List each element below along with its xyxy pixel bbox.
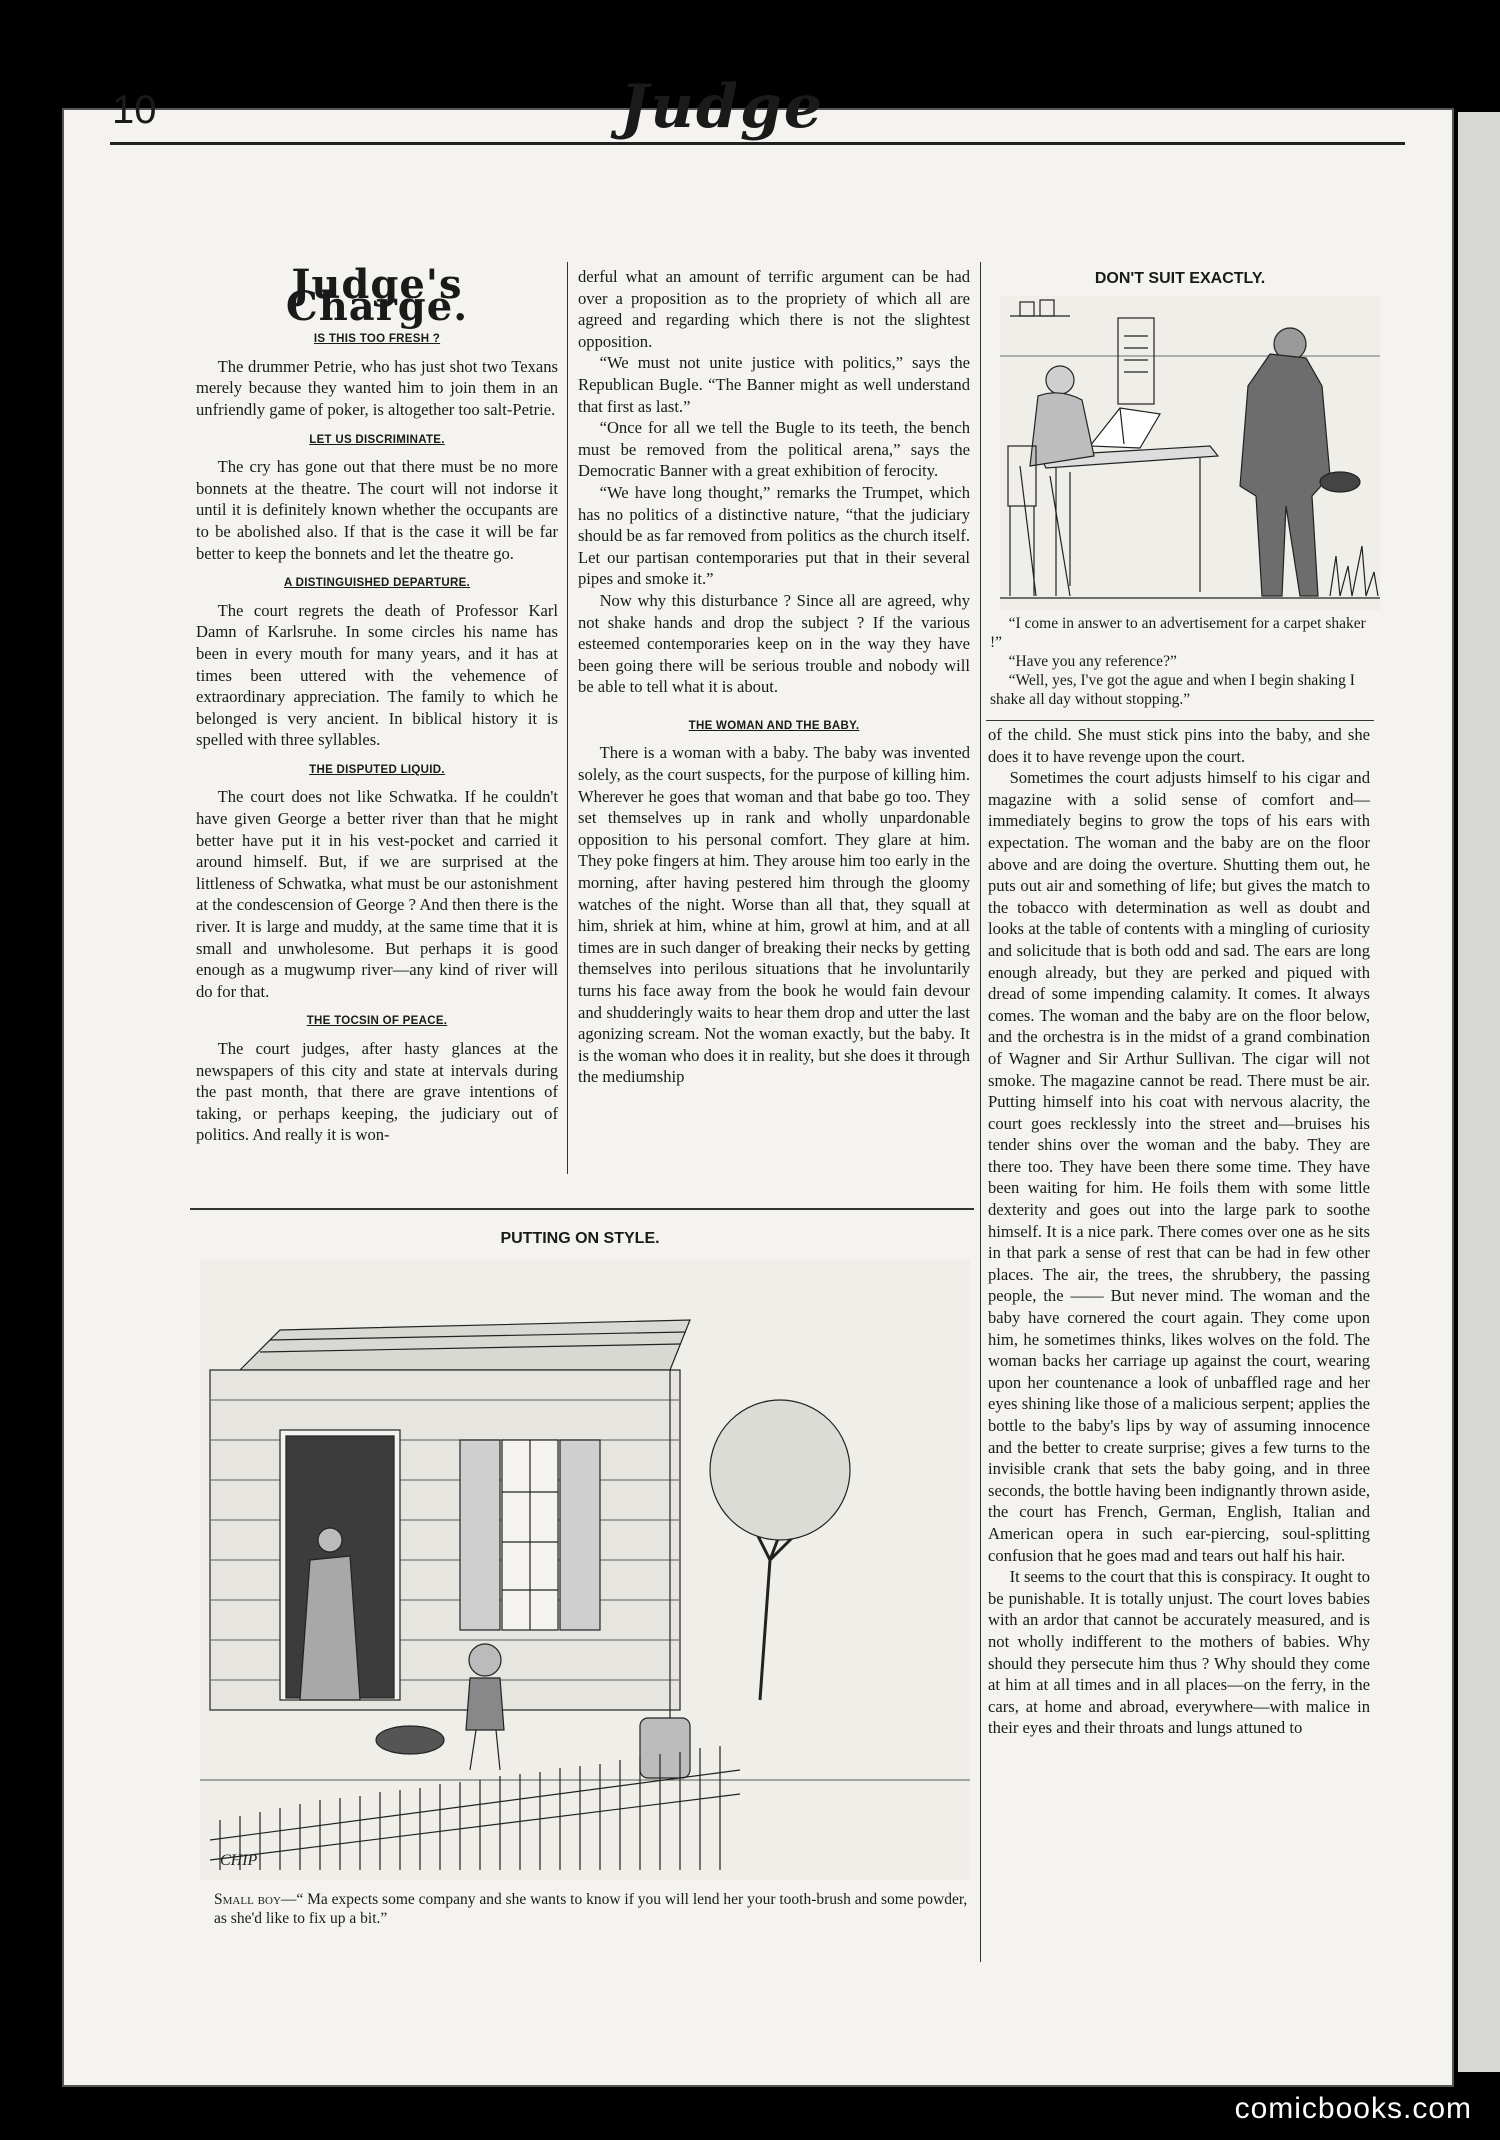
section-distinguished-departure xyxy=(196,573,558,751)
caption-text: —“ Ma expects some company and she wants to know if you will lend her your tooth-brush and some powder, as she'd like to fix up a bit.” xyxy=(214,1891,968,1927)
caption-line: “Have you any reference?” xyxy=(1008,653,1177,670)
section-heading-woman-and-baby: THE WOMAN AND THE BABY. xyxy=(688,719,860,732)
paragraph: “We must not unite justice with politics,” says the Republican Bugle. “The Banner might as well understand that first as last.” xyxy=(578,353,970,416)
paragraph: The cry has gone out that there must be no more bonnets at the theatre. The court will not indorse it until it is definitely known whether the occupants are to be abolished also. If that is the case it will be far better to keep the bonnets and let the theatre go. xyxy=(196,457,558,563)
column-middle xyxy=(578,266,970,1088)
paragraph: “We have long thought,” remarks the Trumpet, which has no politics of a distinctive nature, “that the judiciary should be as far removed from politics as the church itself. Let our partisan contemporaries put that in their several pipes and smoke it.” xyxy=(578,482,970,589)
cartoon-caption-dont-suit xyxy=(990,614,1372,709)
paragraph: of the child. She must stick pins into the baby, and she does it to have revenge upon the court. xyxy=(988,725,1370,766)
section-let-us-discriminate xyxy=(196,430,558,565)
column-rule-1 xyxy=(567,262,568,1174)
cartoon-title-putting-on-style: PUTTING ON STYLE. xyxy=(500,1230,660,1247)
cartoon-divider xyxy=(986,720,1374,721)
section-is-this-too-fresh xyxy=(196,329,558,420)
header-rule xyxy=(110,142,1405,145)
cartoon-office-scene-illustration xyxy=(1000,296,1380,610)
paragraph: derful what an amount of terrific argument can be had over a proposition as to the propriety of which all are agreed and regarding which there is not the slightest opposition. xyxy=(578,267,970,351)
paragraph: There is a woman with a baby. The baby was invented solely, as the court suspects, for the purpose of killing him. Wherever he goes that woman and that babe go too. They set themselves up in rank and wholly unpardonable opposition to his personal comfort. They glare at him. They poke fingers at him. They arouse him too early in the morning, after having pestered him through the gloomy watches of the night. Worse than all that, they squall at him, shriek at him, whine at him, growl at him, and at all times are in such danger of breaking their necks by getting themselves into perilous situations that he involuntarily turns his face away from the book he would fain devour and shudderingly waits to hear them drop and utter the last agonizing scream. Not the woman exactly, but the baby. It is the woman who does it in reality, but she does it through the mediumship xyxy=(578,743,970,1087)
artist-signature: CHIP xyxy=(220,1852,258,1869)
section-heading: IS THIS TOO FRESH ? xyxy=(313,333,441,346)
paragraph: Now why this disturbance ? Since all are agreed, why not shake hands and drop the subject ? If the various esteemed contemporaries keep on in the way they have been going there will be serious trouble and nobody will be able to tell what it is about. xyxy=(578,590,970,697)
paragraph: The court judges, after hasty glances at the newspapers of this city and state at intervals during the past month, that there are grave intentions of taking, or perhaps keeping, the judiciary out of politics. And really it is won- xyxy=(196,1039,558,1145)
section-tocsin-of-peace xyxy=(196,1011,558,1146)
column-rule-2 xyxy=(980,262,981,1962)
section-heading: THE TOCSIN OF PEACE. xyxy=(306,1015,448,1028)
caption-line: “Well, yes, I've got the ague and when I begin shaking I shake all day without stopping.” xyxy=(990,672,1355,708)
watermark-text: comicbooks.com xyxy=(1234,2092,1472,2125)
cartoon-title-dont-suit-exactly: DON'T SUIT EXACTLY. xyxy=(1094,270,1266,287)
column-judges-charge xyxy=(196,261,558,1146)
section-rule xyxy=(190,1208,974,1210)
section-heading: A DISTINGUISHED DEPARTURE. xyxy=(283,577,471,590)
paragraph: “Once for all we tell the Bugle to its teeth, the bench must be removed from the political arena,” says the Democratic Banner with a great exhibition of ferocity. xyxy=(578,418,970,481)
paragraph: Sometimes the court adjusts himself to his cigar and magazine with a solid sense of comfort and—immediately begins to grow the tops of his ears with expectation. The woman and the baby are on the floor above and are doing the overture. Shutting them out, he puts out air and something of life; but gives the match to the tobacco with determination as well as doubt and looks at the table of contents with a mingling of curiosity and solicitude that is both odd and sad. The ears are long enough already, but they are perked and piqued with dread of some impending calamity. It comes. It always comes. The woman and the baby are on the floor below, and the orchestra is in the midst of a grand combination of Wagner and Sir Arthur Sullivan. The cigar will not smoke. The magazine cannot be read. There must be air. Putting himself into his coat with nervous alacrity, the court goes recklessly into the street and—bruises his tender shins over the woman and the baby. They are there too. They have been there some time. They have been waiting for him. He foils them with some little dexterity and goes out into the large park to soothe himself. It is a nice park. There comes over one as he sits in that park a sense of rest that can be had in few other places. The air, the trees, the shrubbery, the passing people, the —— But never mind. The woman and the baby have cornered the court again. They come upon him, he sometimes thinks, likes wolves on the fold. The woman backs her carriage up against the court, wearing upon her countenance a look of unbaffled rage and her eyes shining like those of a malicious serpent; applies the bottle to the baby's lips by way of assuming innocence and the better to create surprise; gives a few turns to the invisible crank that sets the baby going, and in three seconds, the bottle having been indignantly thrown aside, the court has French, German, English, Italian and American opera in such ear-piercing, soul-splitting confusion that he goes mad and tears out half his hair. xyxy=(988,768,1370,1565)
section-disputed-liquid xyxy=(196,760,558,1003)
caption-speaker: Small boy xyxy=(214,1891,281,1908)
paragraph: It seems to the court that this is conspiracy. It ought to be punishable. It is totally unjust. The court loves babies with an ardor that cannot be accurately measured, and is not wholly indifferent to the mothers of babies. Why should they persecute him thus ? Why should they come at him at all times and in all places—on the ferry, in the cars, at home and abroad, everywhere—with malice in their eyes and their throats and lungs attuned to xyxy=(988,1567,1370,1738)
page-number: 10 xyxy=(112,88,157,132)
section-heading: LET US DISCRIMINATE. xyxy=(309,433,445,446)
caption-line: “I come in answer to an advertisement for a carpet shaker !” xyxy=(990,615,1366,651)
article-title: Judge's Charge. xyxy=(285,261,469,330)
column-right xyxy=(988,724,1370,1739)
paragraph: The court does not like Schwatka. If he couldn't have given George a better river than that he might better have put it in his vest-pocket and carried it around himself. But, if we are surprised at the littleness of Schwatka, what must be our astonishment at the condescension of George ? And then there is the river. It is large and muddy, at the same time that it is small and unwholesome. But perhaps it is good enough as a mugwump river—any kind of river will do for that. xyxy=(196,787,558,1001)
adjacent-page-edge xyxy=(1458,112,1500,2072)
cartoon-caption-putting-on-style xyxy=(214,1890,968,1928)
paragraph: The court regrets the death of Professor Karl Damn of Karlsruhe. In some circles his name has been in every mouth for many years, and it has at times been uttered with the vehemence of extraordinary appreciation. The family to which he belonged is very ancient. In biblical history it is spelled with three syllables. xyxy=(196,600,558,750)
section-heading: THE DISPUTED LIQUID. xyxy=(309,763,445,776)
masthead-title: Judge xyxy=(620,72,825,142)
paragraph: The drummer Petrie, who has just shot two Texans merely because they wanted him to join them in an unfriendly game of poker, is altogether too salt-Petrie. xyxy=(196,356,558,419)
cartoon-cottage-scene-illustration xyxy=(200,1260,970,1880)
